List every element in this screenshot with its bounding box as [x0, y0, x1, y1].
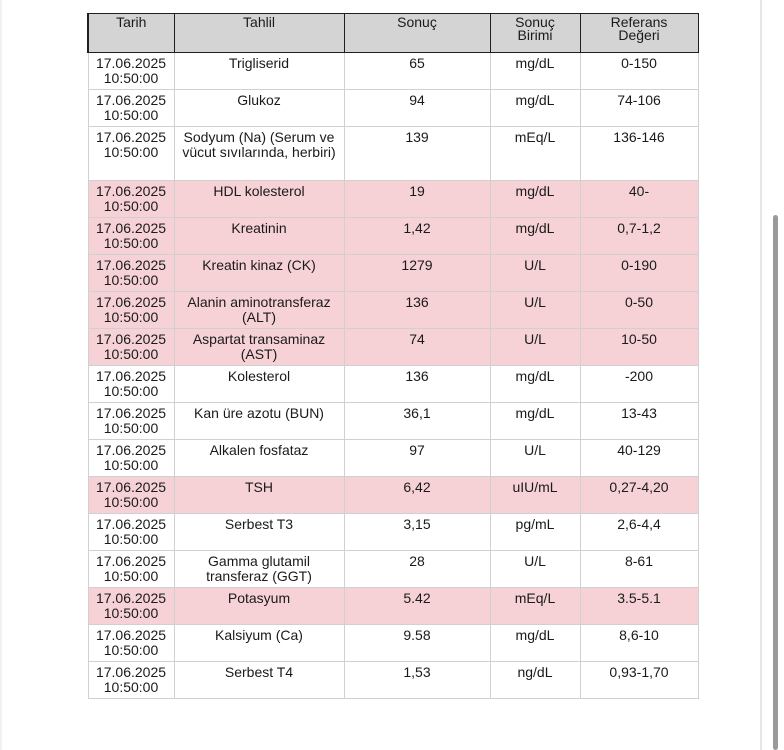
cell-result: 9.58: [344, 625, 490, 662]
page-edge-left: [0, 0, 2, 750]
cell-date-day: 17.06.2025: [95, 220, 167, 236]
cell-test: Alkalen fosfataz: [174, 440, 344, 477]
table-row: [88, 329, 698, 366]
column-header-reference-line1: Referans: [610, 14, 668, 30]
cell-unit: ng/dL: [490, 662, 580, 699]
cell-date-day: 17.06.2025: [95, 553, 167, 569]
cell-reference: 3.5-5.1: [580, 588, 698, 625]
cell-reference: 0-190: [580, 255, 698, 292]
cell-test: TSH: [174, 477, 344, 514]
cell-test: Kolesterol: [174, 366, 344, 403]
cell-date: [88, 625, 174, 662]
cell-reference: 40-129: [580, 440, 698, 477]
cell-result: 1279: [344, 255, 490, 292]
cell-date-time: 10:50:00: [103, 198, 159, 214]
column-header-test-label: Tahlil: [243, 14, 275, 30]
cell-date: [88, 366, 174, 403]
cell-date: [88, 127, 174, 181]
cell-date: [88, 292, 174, 329]
cell-date-day: 17.06.2025: [95, 516, 167, 532]
cell-result: 3,15: [344, 514, 490, 551]
cell-result: 65: [344, 53, 490, 90]
column-header-result: [344, 14, 490, 53]
cell-date-day: 17.06.2025: [95, 129, 167, 145]
table-row: [88, 181, 698, 218]
cell-date-time: 10:50:00: [103, 494, 159, 510]
cell-date-day: 17.06.2025: [95, 257, 167, 273]
cell-date-day: 17.06.2025: [95, 479, 167, 495]
cell-test: Kreatinin: [174, 218, 344, 255]
column-header-date: [88, 14, 174, 53]
cell-unit: mg/dL: [490, 53, 580, 90]
column-header-unit-line2: Birimi: [517, 27, 553, 43]
column-header-result-label: Sonuç: [397, 14, 437, 30]
cell-test: Glukoz: [174, 90, 344, 127]
cell-result: 1,42: [344, 218, 490, 255]
cell-test: Alanin aminotransferaz (ALT): [174, 292, 344, 329]
cell-unit: mg/dL: [490, 218, 580, 255]
cell-unit: uIU/mL: [490, 477, 580, 514]
cell-date: [88, 181, 174, 218]
table-row: [88, 477, 698, 514]
cell-reference: 0,93-1,70: [580, 662, 698, 699]
cell-result: 139: [344, 127, 490, 181]
cell-result: 6,42: [344, 477, 490, 514]
cell-unit: mg/dL: [490, 625, 580, 662]
cell-date-time: 10:50:00: [103, 346, 159, 362]
cell-unit: U/L: [490, 292, 580, 329]
table-row: [88, 625, 698, 662]
cell-date-day: 17.06.2025: [95, 405, 167, 421]
cell-date-day: 17.06.2025: [95, 442, 167, 458]
cell-unit: pg/mL: [490, 514, 580, 551]
cell-date-time: 10:50:00: [103, 605, 159, 621]
table-row: [88, 440, 698, 477]
cell-date: [88, 255, 174, 292]
cell-date: [88, 329, 174, 366]
cell-test: Kalsiyum (Ca): [174, 625, 344, 662]
cell-reference: 10-50: [580, 329, 698, 366]
cell-unit: mEq/L: [490, 127, 580, 181]
table-row: [88, 218, 698, 255]
cell-test: Potasyum: [174, 588, 344, 625]
cell-reference: -200: [580, 366, 698, 403]
table-row: [88, 588, 698, 625]
cell-unit: U/L: [490, 255, 580, 292]
cell-reference: 0,7-1,2: [580, 218, 698, 255]
cell-result: 74: [344, 329, 490, 366]
table-row: [88, 514, 698, 551]
cell-result: 5.42: [344, 588, 490, 625]
cell-date-day: 17.06.2025: [95, 55, 167, 71]
page-edge-right: [760, 0, 762, 750]
cell-test: Serbest T3: [174, 514, 344, 551]
cell-test: Kan üre azotu (BUN): [174, 403, 344, 440]
cell-result: 94: [344, 90, 490, 127]
cell-test: Sodyum (Na) (Serum ve vücut sıvılarında, herbiri): [174, 127, 344, 181]
cell-date: [88, 551, 174, 588]
cell-date: [88, 90, 174, 127]
cell-date: [88, 403, 174, 440]
cell-result: 136: [344, 366, 490, 403]
cell-date-time: 10:50:00: [103, 642, 159, 658]
cell-date: [88, 477, 174, 514]
cell-reference: 13-43: [580, 403, 698, 440]
cell-result: 19: [344, 181, 490, 218]
scrollbar-thumb[interactable]: [773, 215, 778, 750]
cell-unit: mEq/L: [490, 588, 580, 625]
column-header-reference-line2: Değeri: [618, 27, 660, 43]
cell-reference: 0-150: [580, 53, 698, 90]
table-row: [88, 292, 698, 329]
cell-date-time: 10:50:00: [103, 457, 159, 473]
cell-date-day: 17.06.2025: [95, 368, 167, 384]
table-row: [88, 90, 698, 127]
cell-unit: mg/dL: [490, 181, 580, 218]
table-row: [88, 255, 698, 292]
cell-result: 28: [344, 551, 490, 588]
cell-reference: 8,6-10: [580, 625, 698, 662]
cell-test: Gamma glutamil transferaz (GGT): [174, 551, 344, 588]
table-row: [88, 403, 698, 440]
cell-reference: 0,27-4,20: [580, 477, 698, 514]
cell-date-time: 10:50:00: [103, 235, 159, 251]
cell-date-time: 10:50:00: [103, 272, 159, 288]
cell-date-day: 17.06.2025: [95, 627, 167, 643]
lab-results-table: [87, 13, 699, 699]
table-row: [88, 551, 698, 588]
cell-date-time: 10:50:00: [103, 531, 159, 547]
cell-date-time: 10:50:00: [103, 568, 159, 584]
column-header-date-label: Tarih: [116, 14, 147, 30]
cell-result: 1,53: [344, 662, 490, 699]
cell-test: Kreatin kinaz (CK): [174, 255, 344, 292]
column-header-reference: [580, 14, 698, 53]
cell-test: HDL kolesterol: [174, 181, 344, 218]
table-row: [88, 662, 698, 699]
cell-unit: mg/dL: [490, 366, 580, 403]
cell-date: [88, 662, 174, 699]
cell-unit: U/L: [490, 329, 580, 366]
cell-reference: 8-61: [580, 551, 698, 588]
table-row: [88, 366, 698, 403]
table-row: [88, 127, 698, 181]
cell-date-time: 10:50:00: [103, 679, 159, 695]
cell-unit: mg/dL: [490, 403, 580, 440]
cell-date-day: 17.06.2025: [95, 331, 167, 347]
cell-date-time: 10:50:00: [103, 107, 159, 123]
cell-test: Serbest T4: [174, 662, 344, 699]
cell-date-time: 10:50:00: [103, 144, 159, 160]
cell-date-day: 17.06.2025: [95, 183, 167, 199]
column-header-test: [174, 14, 344, 53]
cell-date-day: 17.06.2025: [95, 664, 167, 680]
cell-unit: U/L: [490, 440, 580, 477]
column-header-unit-line1: Sonuç: [515, 14, 555, 30]
cell-reference: 74-106: [580, 90, 698, 127]
cell-date: [88, 53, 174, 90]
column-header-unit: [490, 14, 580, 53]
cell-result: 36,1: [344, 403, 490, 440]
cell-test: Trigliserid: [174, 53, 344, 90]
cell-date-day: 17.06.2025: [95, 92, 167, 108]
cell-date-time: 10:50:00: [103, 70, 159, 86]
cell-result: 136: [344, 292, 490, 329]
cell-date-time: 10:50:00: [103, 420, 159, 436]
cell-date-time: 10:50:00: [103, 383, 159, 399]
cell-reference: 136-146: [580, 127, 698, 181]
cell-reference: 40-: [580, 181, 698, 218]
cell-result: 97: [344, 440, 490, 477]
cell-date-time: 10:50:00: [103, 309, 159, 325]
cell-date-day: 17.06.2025: [95, 294, 167, 310]
cell-reference: 2,6-4,4: [580, 514, 698, 551]
cell-date: [88, 514, 174, 551]
table-header-row: [88, 14, 698, 53]
cell-unit: mg/dL: [490, 90, 580, 127]
cell-reference: 0-50: [580, 292, 698, 329]
cell-test: Aspartat transaminaz (AST): [174, 329, 344, 366]
cell-unit: U/L: [490, 551, 580, 588]
cell-date: [88, 218, 174, 255]
cell-date: [88, 440, 174, 477]
table-row: [88, 53, 698, 90]
cell-date-day: 17.06.2025: [95, 590, 167, 606]
cell-date: [88, 588, 174, 625]
